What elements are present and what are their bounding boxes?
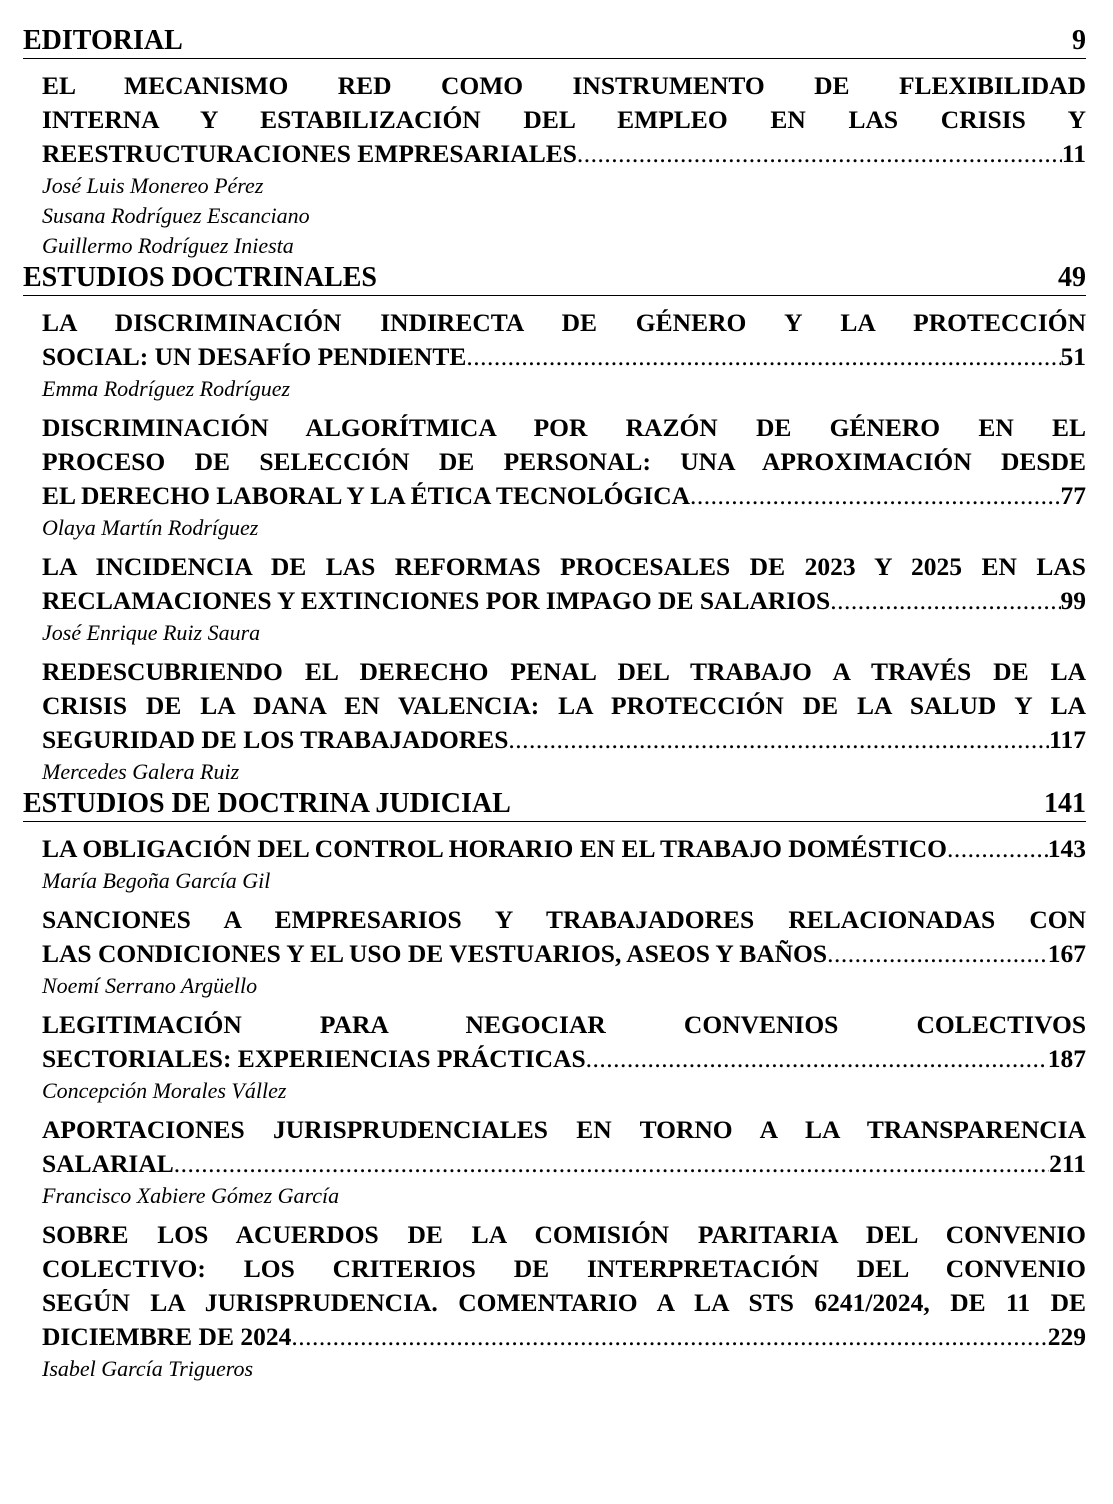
entry-author: José Luis Monereo Pérez: [42, 173, 264, 198]
toc-section: [23, 787, 1086, 1384]
dot-leader: [508, 723, 1049, 757]
entry-title-line: PROCESO DE SELECCIÓN DE PERSONAL: UNA APROXIMACIÓN DESDE: [42, 447, 1086, 476]
dot-leader: [577, 137, 1062, 171]
entry-author: Emma Rodríguez Rodríguez: [42, 376, 291, 401]
toc-entry[interactable]: [42, 306, 1086, 404]
entry-title-line: DISCRIMINACIÓN ALGORÍTMICA POR RAZÓN DE GÉNERO EN EL: [42, 413, 1086, 442]
entry-list: [23, 69, 1086, 261]
entry-page-number: 99: [1060, 586, 1086, 615]
entry-title-last-line: [42, 832, 1086, 866]
entry-author: Susana Rodríguez Escanciano: [42, 203, 310, 228]
entry-title-text: LAS CONDICIONES Y EL USO DE VESTUARIOS, ASEOS Y BAÑOS: [42, 939, 828, 968]
entry-author: Isabel García Trigueros: [42, 1356, 254, 1381]
entry-author: Mercedes Galera Ruiz: [42, 759, 240, 784]
entry-page-number: 229: [1047, 1322, 1086, 1351]
toc-entry[interactable]: [42, 69, 1086, 261]
dot-leader: [947, 832, 1048, 866]
entry-author: María Begoña García Gil: [42, 868, 271, 893]
toc-entry[interactable]: [42, 1218, 1086, 1384]
entry-title-line: COLECTIVO: LOS CRITERIOS DE INTERPRETACIÓN DEL CONVENIO: [42, 1254, 1086, 1283]
entry-title-text: LA OBLIGACIÓN DEL CONTROL HORARIO EN EL TRABAJO DOMÉSTICO: [42, 834, 947, 863]
entry-title-line: APORTACIONES JURISPRUDENCIALES EN TORNO A LA TRANSPARENCIA: [42, 1115, 1086, 1144]
dot-leader: [827, 937, 1048, 971]
section-header: [23, 787, 1086, 822]
section-page-number: 49: [1058, 262, 1086, 293]
entry-list: [23, 306, 1086, 787]
toc-entry[interactable]: [42, 550, 1086, 648]
entry-list: [23, 832, 1086, 1384]
entry-page-number: 211: [1049, 1149, 1086, 1178]
entry-title-line: INTERNA Y ESTABILIZACIÓN DEL EMPLEO EN LAS CRISIS Y: [42, 105, 1086, 134]
entry-author: Concepción Morales Vállez: [42, 1078, 287, 1103]
section-page-number: 141: [1044, 788, 1086, 819]
entry-author: Olaya Martín Rodríguez: [42, 515, 259, 540]
entry-title-text: DICIEMBRE DE 2024: [42, 1322, 292, 1351]
entry-title-line: CRISIS DE LA DANA EN VALENCIA: LA PROTECCIÓN DE LA SALUD Y LA: [42, 691, 1086, 720]
entry-page-number: 143: [1047, 834, 1086, 863]
entry-title-text: SALARIAL: [42, 1149, 174, 1178]
entry-page-number: 77: [1060, 481, 1086, 510]
section-title: ESTUDIOS DE DOCTRINA JUDICIAL: [23, 788, 511, 819]
toc-entry[interactable]: [42, 655, 1086, 787]
entry-title-last-line: [42, 1042, 1086, 1076]
entry-title-last-line: [42, 1320, 1086, 1354]
section-header: [23, 24, 1086, 59]
section-page-number: 9: [1072, 25, 1086, 56]
entry-title-text: EL DERECHO LABORAL Y LA ÉTICA TECNOLÓGICA: [42, 481, 691, 510]
dot-leader: [690, 479, 1060, 513]
entry-author: Noemí Serrano Argüello: [42, 973, 258, 998]
entry-page-number: 117: [1049, 725, 1086, 754]
toc-section: [23, 261, 1086, 787]
entry-title-line: EL MECANISMO RED COMO INSTRUMENTO DE FLEXIBILIDAD: [42, 71, 1086, 100]
entry-title-text: SOCIAL: UN DESAFÍO PENDIENTE: [42, 342, 467, 371]
entry-title-line: LA DISCRIMINACIÓN INDIRECTA DE GÉNERO Y LA PROTECCIÓN: [42, 308, 1086, 337]
dot-leader: [174, 1147, 1049, 1181]
dot-leader: [466, 340, 1060, 374]
toc-entry[interactable]: [42, 832, 1086, 896]
entry-page-number: 11: [1061, 139, 1086, 168]
entry-title-line: LA INCIDENCIA DE LAS REFORMAS PROCESALES DE 2023 Y 2025 EN LAS: [42, 552, 1086, 581]
entry-title-line: SOBRE LOS ACUERDOS DE LA COMISIÓN PARITARIA DEL CONVENIO: [42, 1220, 1086, 1249]
entry-title-last-line: [42, 723, 1086, 757]
entry-author: José Enrique Ruiz Saura: [42, 620, 261, 645]
entry-author: Guillermo Rodríguez Iniesta: [42, 233, 294, 258]
toc-entry[interactable]: [42, 903, 1086, 1001]
entry-title-last-line: [42, 479, 1086, 513]
entry-title-last-line: [42, 340, 1086, 374]
section-title: EDITORIAL: [23, 25, 183, 56]
entry-title-last-line: [42, 137, 1086, 171]
entry-title-line: REDESCUBRIENDO EL DERECHO PENAL DEL TRABAJO A TRAVÉS DE LA: [42, 657, 1086, 686]
entry-title-line: SANCIONES A EMPRESARIOS Y TRABAJADORES RELACIONADAS CON: [42, 905, 1086, 934]
toc-section: [23, 24, 1086, 261]
entry-title-line: SEGÚN LA JURISPRUDENCIA. COMENTARIO A LA STS 6241/2024, DE 11 DE: [42, 1288, 1086, 1317]
entry-page-number: 187: [1047, 1044, 1086, 1073]
entry-title-text: RECLAMACIONES Y EXTINCIONES POR IMPAGO DE SALARIOS: [42, 586, 831, 615]
entry-title-text: REESTRUCTURACIONES EMPRESARIALES: [42, 139, 577, 168]
entry-author: Francisco Xabiere Gómez García: [42, 1183, 340, 1208]
toc-entry[interactable]: [42, 1113, 1086, 1211]
entry-title-text: SECTORIALES: EXPERIENCIAS PRÁCTICAS: [42, 1044, 586, 1073]
toc-entry[interactable]: [42, 1008, 1086, 1106]
entry-title-text: SEGURIDAD DE LOS TRABAJADORES: [42, 725, 509, 754]
entry-title-last-line: [42, 584, 1086, 618]
dot-leader: [586, 1042, 1048, 1076]
toc-entry[interactable]: [42, 411, 1086, 543]
section-title: ESTUDIOS DOCTRINALES: [23, 262, 377, 293]
entry-page-number: 51: [1060, 342, 1086, 371]
entry-title-last-line: [42, 1147, 1086, 1181]
entry-title-last-line: [42, 937, 1086, 971]
entry-title-line: LEGITIMACIÓN PARA NEGOCIAR CONVENIOS COLECTIVOS: [42, 1010, 1086, 1039]
dot-leader: [830, 584, 1060, 618]
table-of-contents: [23, 24, 1086, 1384]
entry-page-number: 167: [1047, 939, 1086, 968]
dot-leader: [291, 1320, 1047, 1354]
section-header: [23, 261, 1086, 296]
